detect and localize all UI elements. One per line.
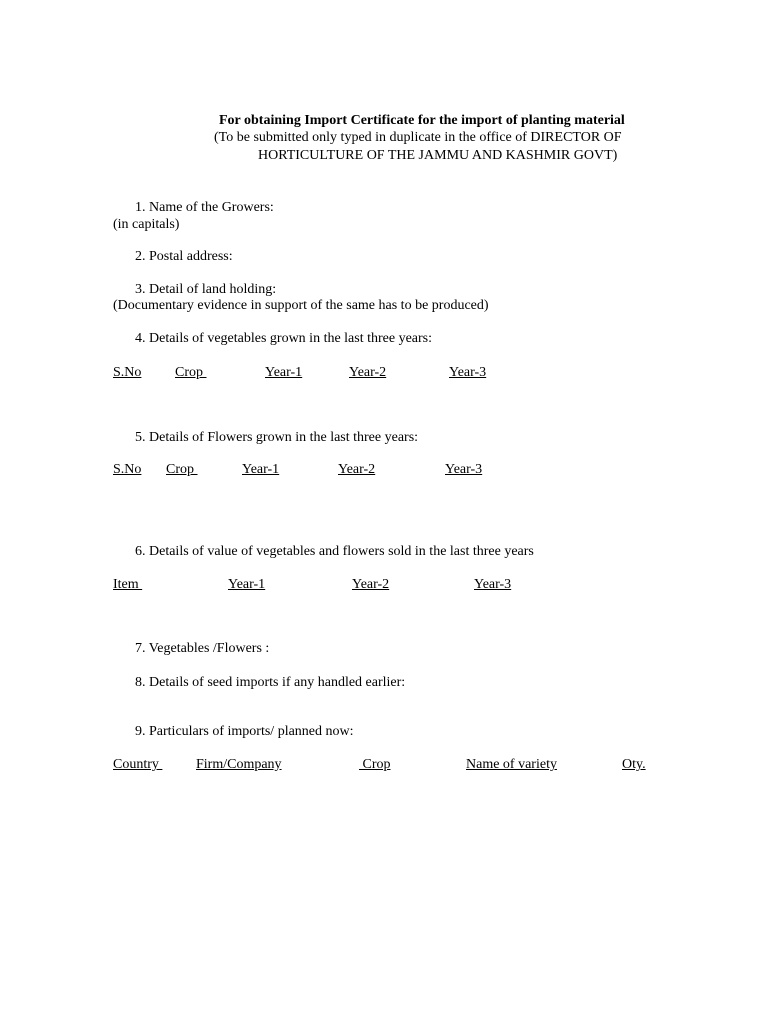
item-7-label: 7. Vegetables /Flowers : <box>135 641 270 656</box>
item-5-col-year2: Year-2 <box>338 462 376 477</box>
item-5-label: 5. Details of Flowers grown in the last three years: <box>135 430 419 445</box>
item-2-label: 2. Postal address: <box>135 249 233 264</box>
form-title: For obtaining Import Certificate for the import of planting material <box>219 113 625 128</box>
item-5-col-crop: Crop <box>166 462 198 477</box>
item-9-col-country: Country <box>113 757 163 772</box>
item-8-label: 8. Details of seed imports if any handled earlier: <box>135 675 406 690</box>
item-4-col-year3: Year-3 <box>449 365 487 380</box>
item-5-col-year1: Year-1 <box>242 462 280 477</box>
item-3-label: 3. Detail of land holding: <box>135 282 277 297</box>
item-6-col-item: Item <box>113 577 143 592</box>
item-9-label: 9. Particulars of imports/ planned now: <box>135 724 354 739</box>
item-5-col-sno: S.No <box>113 462 142 477</box>
item-4-col-year1: Year-1 <box>265 365 303 380</box>
item-5-col-year3: Year-3 <box>445 462 483 477</box>
item-4-col-year2: Year-2 <box>349 365 387 380</box>
item-1-note: (in capitals) <box>113 217 180 232</box>
item-9-col-qty: Oty. <box>622 757 646 772</box>
item-9-col-variety: Name of variety <box>466 757 557 772</box>
item-6-label: 6. Details of value of vegetables and flowers sold in the last three years <box>135 544 534 559</box>
item-4-label: 4. Details of vegetables grown in the last three years: <box>135 331 433 346</box>
item-3-note: (Documentary evidence in support of the same has to be produced) <box>113 298 489 313</box>
item-4-col-crop: Crop <box>175 365 207 380</box>
form-subtitle-line2: HORTICULTURE OF THE JAMMU AND KASHMIR GOVT) <box>258 148 618 163</box>
item-6-col-year1: Year-1 <box>228 577 266 592</box>
form-subtitle-line1: (To be submitted only typed in duplicate in the office of DIRECTOR OF <box>214 130 622 145</box>
item-9-col-crop: Crop <box>359 757 391 772</box>
item-1-label: 1. Name of the Growers: <box>135 200 274 215</box>
item-6-col-year2: Year-2 <box>352 577 390 592</box>
item-9-col-firm: Firm/Company <box>196 757 282 772</box>
item-4-col-sno: S.No <box>113 365 142 380</box>
item-6-col-year3: Year-3 <box>474 577 512 592</box>
